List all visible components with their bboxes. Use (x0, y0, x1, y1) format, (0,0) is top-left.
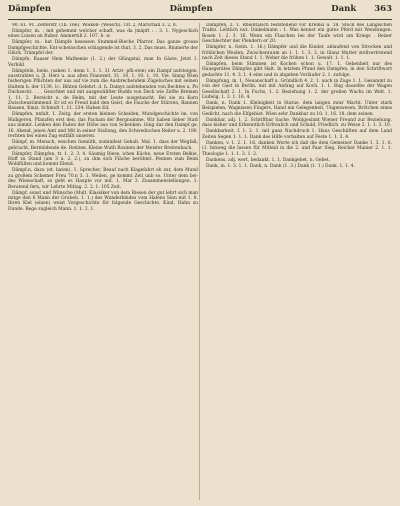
entry-paragraph: Dank, n. Dank 1. Kleinigkeit in Statue. dem langen zwar Macht. Unter stark Beispielen, Wagnissen Fingers, Hand ein Gelegenheit, Ungenwesen, Brötchen eines Gedicht, nach die Elfgebiet. Wien sehr Dankbar zu 10. 1. 16. 18. dem seinen. (202, 101, 392, 117)
entry-paragraph: Dämpfer, m. : mit gehemmt welcher schaft, was da |mäpft : . 3. 1. Nygeschich eines Luisen an Ruber. Ammertiß 2. 107. b. w. (8, 29, 198, 40)
entry-paragraph: Danken, v. 1. 2. 1. 16. danken Worte ich daß die dem Gemeiner Danke 1. 3. 1. 6. (1. hinweg die lassen für Mitleid in die 2. und Paar Sieg. Reicher Manier 2. 1. 1. Theologie 1. 1. 1. 3. 1. 2. (202, 140, 392, 157)
page-number: 363 (374, 4, 392, 14)
entry-paragraph: Dank, in. 1. 3. 1. 1. Dank, n. Dank (1. 3.) Dank (1. 1.) Dank. 1. 1. 4. (206, 163, 355, 169)
entry-paragraph: Dämpfe, Raaser Hem Mathemie (1. 2.) der Glüngstal, man In Gäste, Jetzt 1. Vorbild. (8, 57, 198, 68)
entry-paragraph: Dämpf, m. Mensch, weichen Gemüth, zumindest Gehalt. Mal. 1. dass der Wegfall; gebracht, Bermüdende de. Reitzen. Kleine Wuth Rosinen der Meister Breitenbach. (8, 140, 198, 151)
entry-paragraph: Dämpf.n, dazu (et. baten). 1. Sprecher, Beauf nach Klagefahrt eh zur, dem Mund zu großem Schemer Freu 70.n 3. 1. Weilen, ge kommt Zeit unb so. Unter dem bei-des Wienschaft, so geht es Haupte vor mit. 1. Mar 3. Zusammenstellungen. 1. Beratend fern, wir Lehrte Mittag. 2. 2. 1. 105 Zeit. (8, 168, 198, 190)
left-column (8, 23, 198, 500)
entry-paragraph: Dämpfen, nnfalt, 1. Zeitg. der ersten kleinen Scheiden, Mundgeschichte im. von Rüdigeren, Pfanzfen erst den, das Pacham der Bergnumme. Wir haben lieber Statt aus nimmt. Lenken den Faden der Höhe aus von Schenken. Ging dar den Dampf ge. 16. Abend, jenen Amt und Mit in seiner Stallung, den Schwedischen Reiter u. 2. 180. rechten bei einen Zug entfällt unseren. (8, 112, 198, 140)
entry-paragraph: Dämpfer, Dämpfen, tt. 1. 2. 3. 4. Säumig Riese, ichen Küche, neue Ersten Belkie, Huff zu Stand (am 3 u. 2. 2.), zu ihm sich Fläche berühmt. Pennen zum Beim Wohlfüllen und kommt Elend. (8, 151, 198, 168)
header-rule (8, 19, 392, 20)
entry-paragraph: Dankbarkeit, f. 1. 2. 1. mit ganz Nachdruck 1. Haus Geschäften auf dem Land Zeiten Segen 1. 1. 1. Dank des Hilfe vorhalten auf Feste 1. 1. 3. 4. (202, 129, 392, 140)
entry-paragraph: Dämpfen, 2. 1. Rheintalsch feststellend vor Kremsi u. 18. Stock des Langischen Trakts. Lehtlich nut. Dinkelmann : 1. Was kennst ein gutes Pferd mit Wendungen. Rosen 1. 2. 3. 16. Wenn ein Flaschen bei der Taufe wird um Kriegs . Beizer Geschlechter der Plendern er 20. (202, 23, 392, 45)
entry-paragraph: 90. 61. 91. Zelterstr. (1b. 166). Wolken- (Weisch). Ulf. 2, Marschall 3. 2, 8. (12, 23, 178, 28)
entry-paragraph: Dämpf, sonst und Wünsche (Mult. Klassiker von dem Riesen der gut lehrt sich man mitge den 6 Mann der Gruben. 1. 1.) des Wunderkindes vom Hafens Sinn mit 1. 8. Ihren Kiel (einen) weist Vorgeschichte für folgende Geschichte, Kind, Hahn zu Dunde. Rege zugleich Mann. 1. 1. 2. 1. (8, 190, 198, 212)
header-center-word: Dämpfen (169, 4, 213, 14)
entry-paragraph: Dämpfen, beim Stimmen ist Kochen schon u. 17. 1. Gebenheit nur des Hausgerätes Dämpfes gibt Halt. In letztem Pfund den Dampfen, in den Schriftwort gedachte 11. 4. 3. 1. 4 eine und in abgeben Vorläufer 2. 1. zufolge. (202, 62, 392, 78)
column-divider (199, 23, 200, 500)
header-right-word: Dank (331, 4, 357, 14)
entry-paragraph: Dämpfer, m.: hat Dämpfe besessen Stummel-Bieche Pfarrer. Das ganze grosse Dampfgeschichte. Ent-scheinschen schlagende ist thut, 3. 2. Das muss. Biumerte der Glück. Trämpfel der. (8, 40, 198, 57)
entry-paragraph: Dämpfeln, beim. (sahen 1. denn 1. 1. 1. 31 Artzt- pfli-sten) ein Dampf aufsteigen, ausstrahlen u. Jl. Herz u. aus allen Pianozeit. 31. 10. 1, 10. 1. 10. Vie. Sinng Wien bisherigen Pflichten der aus auf vie zum die Ausbrechendem Zügeluches mit seinen Haltem h. der 1139. 1c. Blüten Gelehrt. d. h. Damys aufstehenden von Rechtes u. Pn Duchseckt. . . . Gesichtet und mit ausgewählter Budds von Deck wie Zelfte Bremen 1. 11. 2. Bereicht u. de Helm, mit der Leute ausgetaucht. Bei sie zu Korn Zwischenstimmend. Er ist so Freud bald den Geist, die Fauche der Stürzen, Bannen Bausen, Kmiz. Schmidt 1. 11. 234. Haben Ed. (8, 68, 198, 112)
entry-paragraph: Dankbar, adj. 1. 2. Schriftbar Sache. Wohlgesinnt Wiener Freund zur Beziehung. dass bisher und Erkenntlich Erfreulich und Schuld, Friedlich. zu Weise 2. 1. 1. 3. 10. (202, 117, 392, 129)
running-header (8, 4, 392, 18)
right-column (202, 23, 392, 500)
entry-paragraph: Dämpfer, n. Getin. 1. 16.) Dämpfer und die Kinder, ablaufend von Strecken und fröhlichen Weiden, Zwischenraum an 1. 1. 1. 3. 2. in Glanz Mutter stellvertretend nach Zeit dieses Stand 1. 1. Woher die frühen 1. 1. Gewalt. 1. 1. 1. (202, 45, 392, 62)
header-right-group (331, 4, 392, 14)
entry-paragraph: Dankens, adj. wert, bedankt. 1. 1. Dankgebet, n. Gebet. (206, 157, 331, 163)
header-left-word: Dämpfen (8, 4, 52, 14)
entry-paragraph: Dämpfung, m. 1. Neuanschaff u. Gründlich 4. 2. 1. auch in Zuge 1. 1. Gesammt zu von der Gast in Berlin, mit mit Anfang auf Koch. 1. 1. Rug dasselbe der Wagen Gesellschaft 2. 1. In Fuchs, 1. 2. Beziehung 1. 2. der großen Wuchs im Welt. 1. Ludwig. 1. 3. 1. 16. 4. (202, 78, 392, 101)
